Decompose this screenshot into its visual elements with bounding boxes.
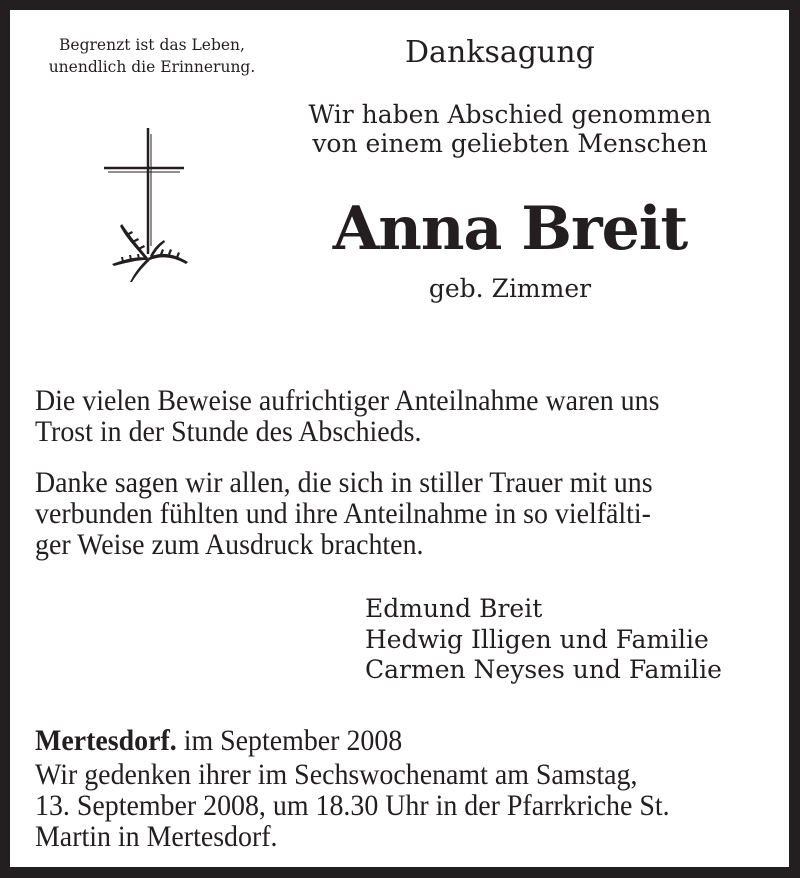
motto-line: unendlich die Erinnerung. bbox=[48, 58, 256, 76]
thanks-paragraph-2 bbox=[35, 467, 653, 560]
signer: Edmund Breit bbox=[365, 594, 543, 623]
paragraph-line: Danke sagen wir allen, die sich in stiller Trauer mit uns bbox=[35, 466, 653, 499]
signer: Carmen Neyses und Familie bbox=[365, 655, 722, 684]
memorial-service-text bbox=[35, 759, 670, 852]
cross-with-palm-icon bbox=[102, 126, 202, 286]
obituary-card bbox=[10, 10, 789, 867]
motto bbox=[32, 34, 272, 78]
paragraph-line: Die vielen Beweise aufrichtiger Anteilnahme waren uns bbox=[35, 384, 660, 417]
signer: Hedwig Illigen und Familie bbox=[365, 624, 709, 654]
memorial-line: Martin in Mertesdorf. bbox=[35, 820, 278, 853]
paragraph-line: ger Weise zum Ausdruck brachten. bbox=[35, 528, 424, 561]
memorial-line: 13. September 2008, um 18.30 Uhr in der Pfarrkriche St. bbox=[35, 789, 670, 822]
date-text: im September 2008 bbox=[176, 724, 403, 757]
heading: Danksagung bbox=[405, 35, 595, 70]
paragraph-line: verbunden fühlten und ihre Anteilnahme in so vielfälti- bbox=[35, 497, 651, 530]
memorial-line: Wir gedenken ihrer im Sechswochenamt am Samstag, bbox=[35, 758, 638, 791]
place-date bbox=[35, 725, 402, 756]
farewell-line: Wir haben Abschied genommen bbox=[308, 100, 712, 129]
place: Mertesdorf. bbox=[35, 724, 177, 757]
farewell-text bbox=[290, 100, 730, 158]
deceased-name: Anna Breit bbox=[332, 194, 688, 264]
maiden-name: geb. Zimmer bbox=[428, 274, 592, 303]
farewell-line: von einem geliebten Menschen bbox=[312, 129, 708, 158]
thanks-paragraph-1 bbox=[35, 385, 659, 447]
signers-list bbox=[365, 594, 722, 686]
motto-line: Begrenzt ist das Leben, bbox=[59, 36, 245, 54]
paragraph-line: Trost in der Stunde des Abschieds. bbox=[35, 415, 422, 448]
